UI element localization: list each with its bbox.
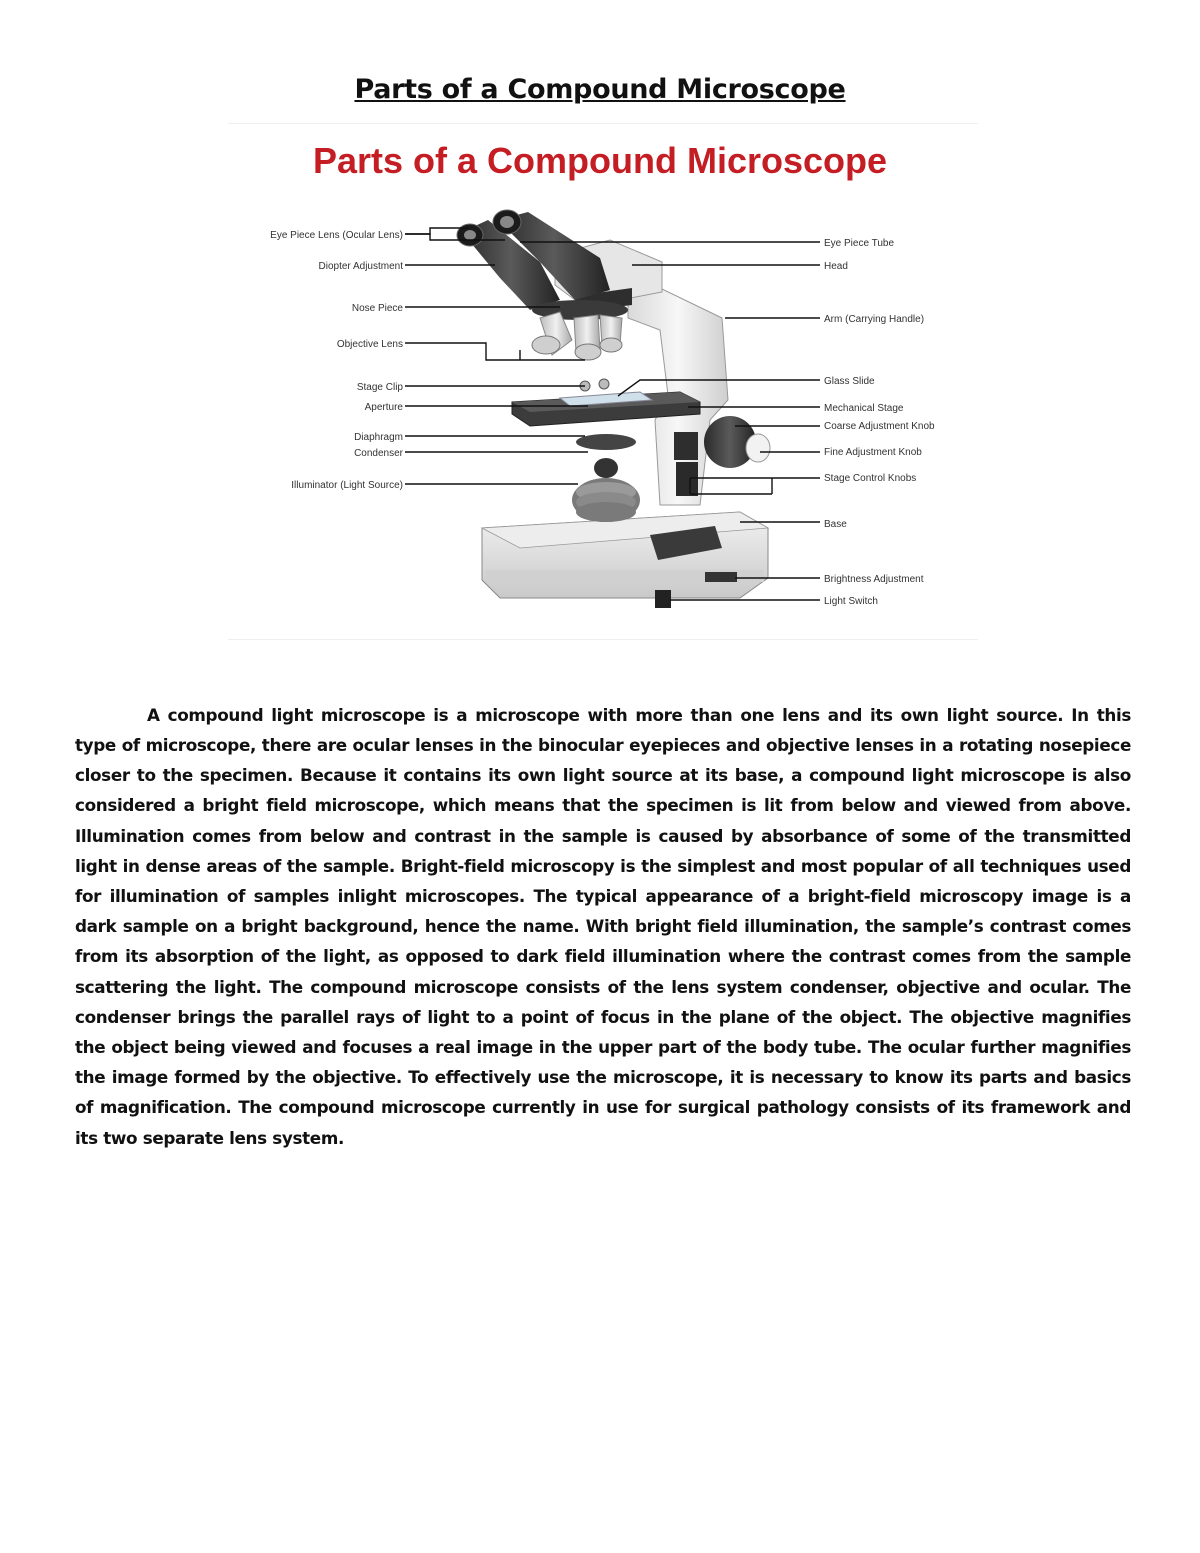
label-aperture: Aperture [364,402,403,413]
label-fine-knob: Fine Adjustment Knob [824,447,922,458]
nosepiece-objectives [532,300,628,360]
label-base: Base [824,519,847,530]
label-arm: Arm (Carrying Handle) [824,314,925,325]
label-diopter: Diopter Adjustment [318,261,403,272]
label-condenser: Condenser [354,448,403,459]
label-objective-lens: Objective Lens [336,339,403,350]
label-illuminator: Illuminator (Light Source) [291,480,403,491]
figure-title: Parts of a Compound Microscope [312,140,888,181]
microscope-base [482,512,768,608]
condenser-illuminator [572,434,640,522]
label-light-switch: Light Switch [824,596,878,607]
lead-article: A [147,704,160,725]
eyepiece-tubes [457,210,610,310]
label-eye-piece-lens: Eye Piece Lens (Ocular Lens) [270,230,403,241]
paragraph-text: is a microscope with more than one lens and its own light source. In this type of microscope, there are ocular lenses in the binocular eyepieces and objective lenses in a rotating nosepiece closer to the specimen. Because it contains its own light source at its base, a compound light microscope is also considered a bright field microscope, which means that the specimen is lit from below and viewed from above. Illumination comes from below and contrast in the sample is caused by absorbance of some of the transmitted light in dense areas of the sample. Bright-field microscopy is the simplest and most popular of all techniques used for illumination of samples inlight microscopes. The typical appearance of a bright-field microscopy image is a dark sample on a bright background, hence the name. With bright field illumination, the sample’s contrast comes from its absorption of the light, as opposed to dark field illumination where the contrast comes from the sample scattering the light. The compound microscope consists of the lens system condenser, objective and ocular. The condenser brings the parallel rays of light to a point of focus in the plane of the object. The objective magnifies the object being viewed and focuses a real image in the upper part of the body tube. The ocular further magnifies the image formed by the objective. To effectively use the microscope, it is necessary to know its parts and basics of magnification. The compound microscope currently in use for surgical pathology consists of its framework and its two separate lens system. [75,704,1132,1148]
label-stage-control: Stage Control Knobs [824,473,917,484]
page-title: Parts of a Compound Microscope [354,74,846,105]
label-diaphragm: Diaphragm [354,432,403,443]
body-paragraph [75,700,1131,1153]
label-eye-piece-tube: Eye Piece Tube [824,238,895,249]
label-brightness: Brightness Adjustment [824,574,924,585]
microscope-diagram [0,0,1200,660]
label-glass-slide: Glass Slide [824,376,875,387]
label-mechanical-stage: Mechanical Stage [824,403,904,414]
label-stage-clip: Stage Clip [356,382,403,393]
bold-term: compound light microscope [167,704,426,725]
label-nose-piece: Nose Piece [351,303,403,314]
label-head: Head [824,261,848,272]
label-coarse-knob: Coarse Adjustment Knob [824,421,935,432]
